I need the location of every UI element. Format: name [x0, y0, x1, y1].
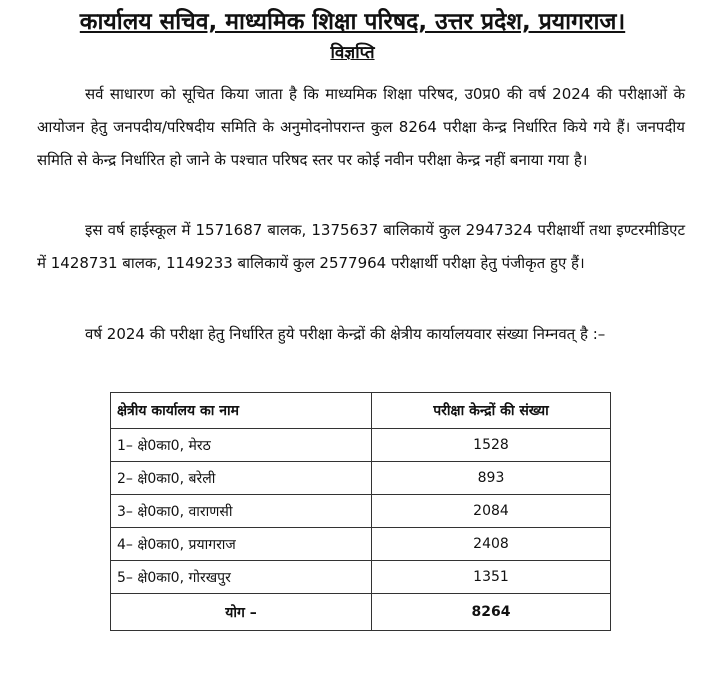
paragraph-text: इस वर्ष हाईस्कूल में 1571687 बालक, 1375637 बालिकायें कुल 2947324 परीक्षार्थी तथा इण्टरमीडिएट में 1428731 बालक, 1149233 बालिकायें कुल 2577964 परीक्षार्थी परीक्षा हेतु पंजीकृत हुए हैं।: [37, 221, 685, 272]
total-value: 8264: [372, 594, 611, 631]
centre-count: 2408: [372, 528, 611, 561]
table-row: [111, 561, 611, 594]
table-row: [111, 462, 611, 495]
table-row: [111, 429, 611, 462]
office-name: 2– क्षे0का0, बरेली: [111, 462, 372, 495]
office-name: 1– क्षे0का0, मेरठ: [111, 429, 372, 462]
column-header-office: क्षेत्रीय कार्यालय का नाम: [111, 393, 372, 429]
centre-count: 893: [372, 462, 611, 495]
office-name: 3– क्षे0का0, वाराणसी: [111, 495, 372, 528]
centre-count: 2084: [372, 495, 611, 528]
centre-count: 1351: [372, 561, 611, 594]
office-name: 4– क्षे0का0, प्रयागराज: [111, 528, 372, 561]
paragraph-table-intro: [37, 318, 685, 351]
paragraph-text: वर्ष 2024 की परीक्षा हेतु निर्धारित हुये परीक्षा केन्द्रों की क्षेत्रीय कार्यालयवार संख्या निम्नवत् है :–: [85, 325, 606, 343]
office-title: कार्यालय सचिव, माध्यमिक शिक्षा परिषद, उत्तर प्रदेश, प्रयागराज।: [79, 9, 626, 35]
centre-count: 1528: [372, 429, 611, 462]
table-total-row: [111, 594, 611, 631]
regional-office-table: [110, 392, 611, 631]
table-row: [111, 528, 611, 561]
paragraph-text: सर्व साधारण को सूचित किया जाता है कि माध्यमिक शिक्षा परिषद, उ0प्र0 की वर्ष 2024 की परीक्षाओं के आयोजन हेतु जनपदीय/परिषदीय समिति के अनुमोदनोपरान्त कुल 8264 परीक्षा केन्द्र निर्धारित किये गये हैं। जनपदीय समिति से केन्द्र निर्धारित हो जाने के पश्चात परिषद स्तर पर कोई नवीन परीक्षा केन्द्र नहीं बनाया गया है।: [37, 85, 685, 169]
table-row: [111, 495, 611, 528]
paragraph-registration: [37, 214, 685, 280]
total-label: योग –: [111, 594, 372, 631]
table-header-row: [111, 393, 611, 429]
notice-heading: विज्ञप्ति: [330, 43, 375, 63]
paragraph-exam-centres: [37, 78, 685, 177]
office-name: 5– क्षे0का0, गोरखपुर: [111, 561, 372, 594]
column-header-centres: परीक्षा केन्द्रों की संख्या: [372, 393, 611, 429]
